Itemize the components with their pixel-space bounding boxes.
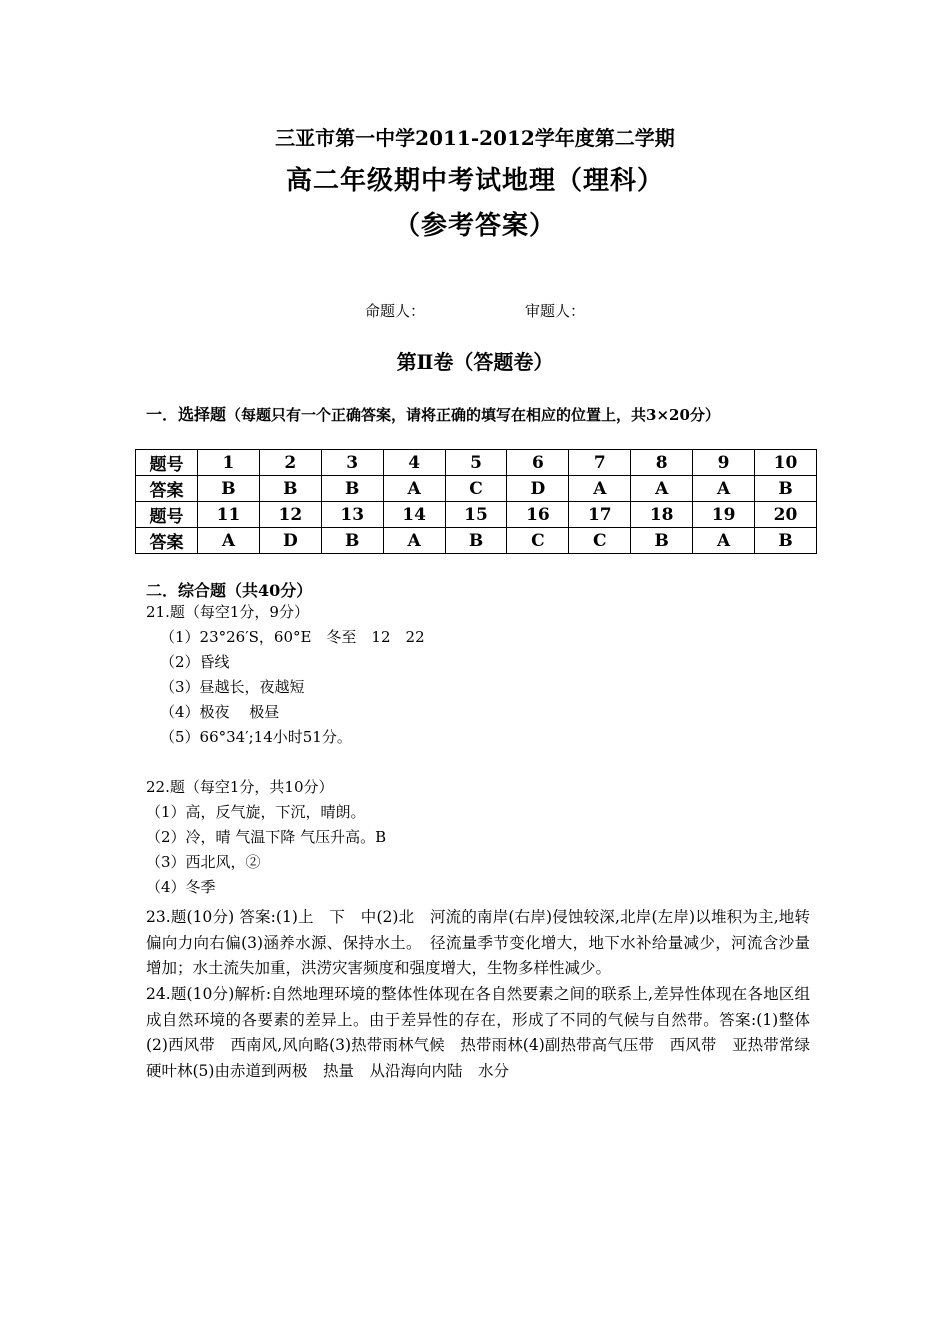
q22-item: （4）冬季 xyxy=(146,878,216,896)
q24-answer: 24.题(10分)解析:自然地理环境的整体性体现在各自然要素之间的联系上,差异性体现在各地区组成自然环境的各要素的差异上。由于差异性的存在，形成了不同的气候与自然带。答案:(1)整体(2)西风带 西南风,风向略(3)热带雨林气候 热带雨林(4)副热带高气压带 西风带 亚热带常绿硬叶林(5)由赤道到两极 热量 从沿海向内陆 水分 xyxy=(146,985,810,1080)
q-number-cell: 14 xyxy=(383,502,445,528)
q22-item: （2）冷，晴 气温下降 气压升高。B xyxy=(146,828,387,846)
answer-cell: C xyxy=(569,528,631,554)
q-number-cell: 20 xyxy=(755,502,817,528)
a-label-cell: 答案 xyxy=(136,476,198,502)
q21-item: （2）昏线 xyxy=(160,653,230,671)
answer-cell: A xyxy=(383,476,445,502)
answer-cell: C xyxy=(507,528,569,554)
q-number-cell: 2 xyxy=(259,450,321,476)
q21-item: （5）66°34′;14小时51分。 xyxy=(160,728,352,746)
q-number-cell: 6 xyxy=(507,450,569,476)
q-number-cell: 16 xyxy=(507,502,569,528)
answer-cell: A xyxy=(198,528,260,554)
table-row xyxy=(136,476,817,502)
q-number-cell: 18 xyxy=(631,502,693,528)
answer-cell: B xyxy=(321,476,383,502)
answer-cell: B xyxy=(445,528,507,554)
q-number-cell: 4 xyxy=(383,450,445,476)
q-number-cell: 10 xyxy=(755,450,817,476)
table-row xyxy=(136,502,817,528)
q-number-cell: 11 xyxy=(198,502,260,528)
q-number-cell: 12 xyxy=(259,502,321,528)
q22-item: （1）高，反气旋，下沉，晴朗。 xyxy=(146,803,366,821)
q22-item: （3）西北风，② xyxy=(146,853,261,871)
q-number-cell: 1 xyxy=(198,450,260,476)
answer-cell: A xyxy=(383,528,445,554)
volume-title: 第Ⅱ卷（答题卷） xyxy=(396,350,554,374)
author-line xyxy=(0,300,950,321)
q21-item: （3）昼越长，夜越短 xyxy=(160,678,305,696)
answer-cell: B xyxy=(755,476,817,502)
q-number-cell: 5 xyxy=(445,450,507,476)
table-row xyxy=(136,528,817,554)
table-row xyxy=(136,450,817,476)
q-number-cell: 7 xyxy=(569,450,631,476)
school-term-title: 三亚市第一中学2011-2012学年度第二学期 xyxy=(275,126,675,150)
reviewer-label: 审题人： xyxy=(525,302,586,320)
answer-cell: D xyxy=(259,528,321,554)
q22-head: 22.题（每空1分，共10分） xyxy=(146,778,334,796)
answer-key-title: （参考答案） xyxy=(393,211,556,241)
q-number-cell: 3 xyxy=(321,450,383,476)
answer-cell: B xyxy=(631,528,693,554)
q-number-cell: 9 xyxy=(693,450,755,476)
q-number-cell: 13 xyxy=(321,502,383,528)
q-number-cell: 17 xyxy=(569,502,631,528)
answer-cell: A xyxy=(631,476,693,502)
section2-title: 二．综合题（共40分） xyxy=(146,581,313,600)
answer-cell: A xyxy=(693,528,755,554)
q21-item: （1）23°26′S，60°E 冬至 12 22 xyxy=(160,628,425,646)
answer-cell: B xyxy=(321,528,383,554)
q-number-cell: 15 xyxy=(445,502,507,528)
section1-title: 一．选择题 xyxy=(146,405,227,424)
answer-cell: B xyxy=(259,476,321,502)
q-label-cell: 题号 xyxy=(136,450,198,476)
answer-cell: C xyxy=(445,476,507,502)
q21-item: （4）极夜 极昼 xyxy=(160,703,280,721)
answer-cell: B xyxy=(198,476,260,502)
q21-head: 21.题（每空1分，9分） xyxy=(146,603,309,621)
q-number-cell: 8 xyxy=(631,450,693,476)
answer-cell: A xyxy=(569,476,631,502)
author-label: 命题人： xyxy=(364,302,425,320)
q-label-cell: 题号 xyxy=(136,502,198,528)
section1-heading xyxy=(146,402,720,425)
a-label-cell: 答案 xyxy=(136,528,198,554)
answer-table xyxy=(135,449,817,554)
answer-cell: A xyxy=(693,476,755,502)
answer-cell: B xyxy=(755,528,817,554)
exam-title: 高二年级期中考试地理（理科） xyxy=(285,166,664,196)
q23-answer: 23.题(10分) 答案:(1)上 下 中(2)北 河流的南岸(右岸)侵蚀较深,北岸(左岸)以堆积为主,地转偏向力向右偏(3)涵养水源、保持水土。 径流量季节变化增大，地下水补给量减少，河流含沙量增加；水土流失加重，洪涝灾害频度和强度增大，生物多样性减少。 xyxy=(146,908,810,977)
q-number-cell: 19 xyxy=(693,502,755,528)
answer-cell: D xyxy=(507,476,569,502)
section1-note: （每题只有一个正确答案，请将正确的填写在相应的位置上，共3×20分） xyxy=(226,406,720,424)
